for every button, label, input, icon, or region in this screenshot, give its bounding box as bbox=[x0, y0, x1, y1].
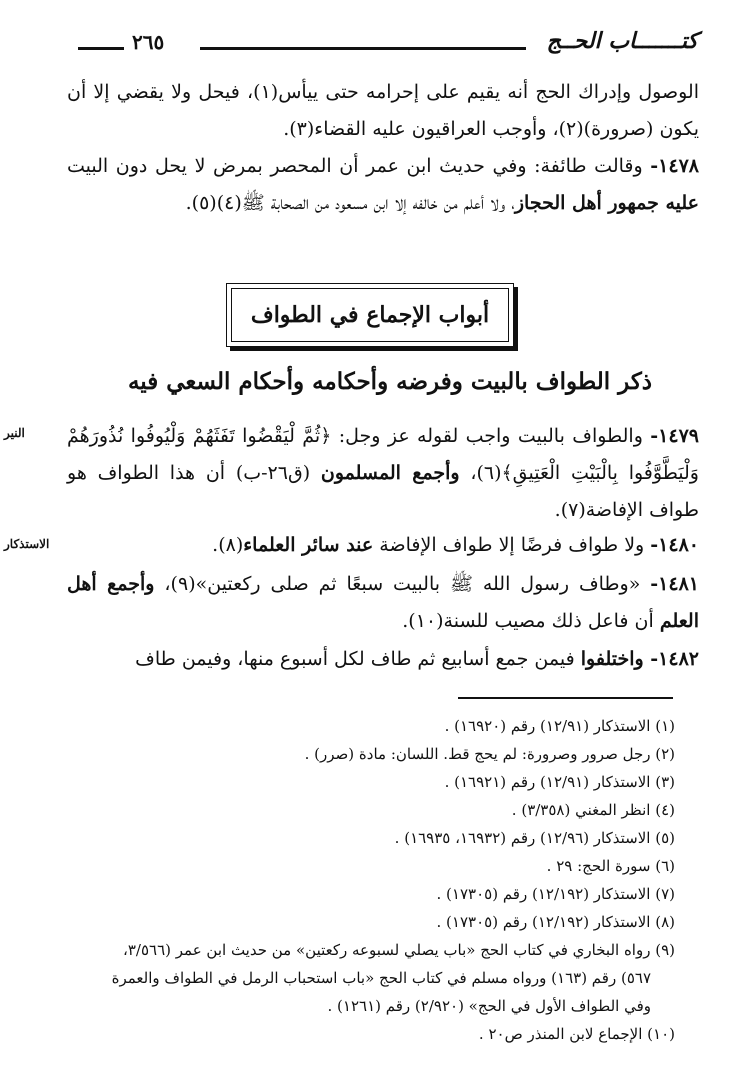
chapter-heading: ذكر الطواف بالبيت وفرضه وأحكامه وأحكام السعي فيه bbox=[127, 368, 653, 395]
paragraph-text: فيمن جمع أسابيع ثم طاف لكل أسبوع منها، وفيمن طاف bbox=[135, 648, 581, 670]
paragraph-bold-text: واختلفوا bbox=[580, 648, 651, 670]
paragraph-bold-text: وأجمع المسلمون bbox=[320, 462, 460, 484]
paragraph-1482 bbox=[67, 641, 699, 678]
footnote-9-continued: وفي الطواف الأول في الحج» (٢/٩٢٠) رقم (١٢٦١) . bbox=[327, 997, 651, 1015]
footnotes bbox=[65, 712, 675, 1048]
footnote-2: (٢) رجل صرور وصرورة: لم يحج قط. اللسان: مادة (صرر) . bbox=[304, 745, 675, 763]
paragraph-text: وقالت طائفة: وفي حديث ابن عمر أن المحصر بمرض لا يحل دون البيت bbox=[67, 155, 651, 177]
paragraph-text: ، ولا أعلم من خالفه إلا ابن مسعود من الصحابة ﷺ(٤)(٥). bbox=[185, 192, 515, 214]
footnote-10: (١٠) الإجماع لابن المنذر ص٢٠ . bbox=[478, 1025, 675, 1043]
paragraph-number: ١٤٧٨- bbox=[650, 155, 699, 177]
margin-note-source: الاستذكار bbox=[4, 537, 50, 551]
paragraph-bold-text: عليه جمهور أهل الحجاز bbox=[514, 192, 699, 214]
running-header bbox=[78, 28, 698, 64]
paragraph-1479 bbox=[67, 418, 699, 529]
footnote-9: (٩) رواه البخاري في كتاب الحج «باب يصلي لسبوعه ركعتين» من حديث ابن عمر (٣/٥٦٦، bbox=[123, 941, 675, 959]
margin-note-source: النير bbox=[4, 426, 25, 440]
footnote-5: (٥) الاستذكار (١٢/٩٦) رقم (١٦٩٣٢، ١٦٩٣٥) . bbox=[394, 829, 675, 847]
paragraph-number: ١٤٨٠- bbox=[650, 534, 699, 556]
paragraph-text: ولا طواف فرضًا إلا طواف الإفاضة bbox=[373, 534, 651, 556]
paragraph-text: والطواف بالبيت واجب لقوله عز وجل: ﴿ثُمَّ لْيَقْضُوا تَفَثَهُمْ وَلْيُوفُوا نُذُورَهُمْ وَلْيَطَّوَّفُوا بِالْبَيْتِ الْعَتِيقِ﴾(٦)، bbox=[67, 425, 699, 484]
footnote-1: (١) الاستذكار (١٢/٩١) رقم (١٦٩٢٠) . bbox=[444, 717, 675, 735]
section-title-box bbox=[226, 283, 514, 347]
paragraph-text: «وطاف رسول الله ﷺ بالبيت سبعًا ثم صلى ركعتين»(٩)، bbox=[154, 573, 651, 595]
paragraph-number: ١٤٨٢- bbox=[650, 648, 699, 670]
paragraph-1480 bbox=[67, 527, 699, 564]
paragraph-text: (ق٢٦-ب) أن هذا الطواف هو طواف الإفاضة(٧). bbox=[67, 462, 699, 521]
footnote-6: (٦) سورة الحج: ٢٩ . bbox=[546, 857, 675, 875]
footnote-8: (٨) الاستذكار (١٢/١٩٢) رقم (١٧٣٠٥) . bbox=[436, 913, 675, 931]
footnote-separator bbox=[458, 697, 673, 699]
section-title: أبواب الإجماع في الطواف bbox=[231, 288, 509, 342]
page-number: ٢٦٥ bbox=[132, 30, 165, 54]
paragraph-bold-text: عند سائر العلماء bbox=[243, 534, 374, 556]
paragraph-1481 bbox=[67, 566, 699, 640]
header-rule bbox=[200, 47, 526, 50]
header-rule-short bbox=[78, 47, 124, 50]
paragraph-number: ١٤٨١- bbox=[650, 573, 699, 595]
footnote-7: (٧) الاستذكار (١٢/١٩٢) رقم (١٧٣٠٥) . bbox=[436, 885, 675, 903]
paragraph-text: أن فاعل ذلك مصيب للسنة(١٠). bbox=[402, 610, 660, 632]
paragraph-text: (٨). bbox=[212, 534, 244, 556]
paragraph-1: الوصول وإدراك الحج أنه يقيم على إحرامه حتى ييأس(١)، فيحل ولا يقضي إلا أن يكون (صرورة)(٢)، وأوجب العراقيون عليه القضاء(٣). bbox=[67, 81, 699, 140]
paragraph-bold-text: وأجمع أهل العلم bbox=[67, 573, 699, 632]
paragraph-number: ١٤٧٩- bbox=[650, 425, 699, 447]
paragraph-1478 bbox=[67, 148, 699, 222]
footnote-3: (٣) الاستذكار (١٢/٩١) رقم (١٦٩٢١) . bbox=[444, 773, 675, 791]
footnote-4: (٤) انظر المغني (٣/٣٥٨) . bbox=[511, 801, 675, 819]
book-title: كتـــــــاب الحــج bbox=[546, 28, 698, 54]
footnote-9-continued: ٥٦٧) رقم (١٦٣) ورواه مسلم في كتاب الحج «باب استحباب الرمل في الطواف والعمرة bbox=[111, 969, 651, 987]
